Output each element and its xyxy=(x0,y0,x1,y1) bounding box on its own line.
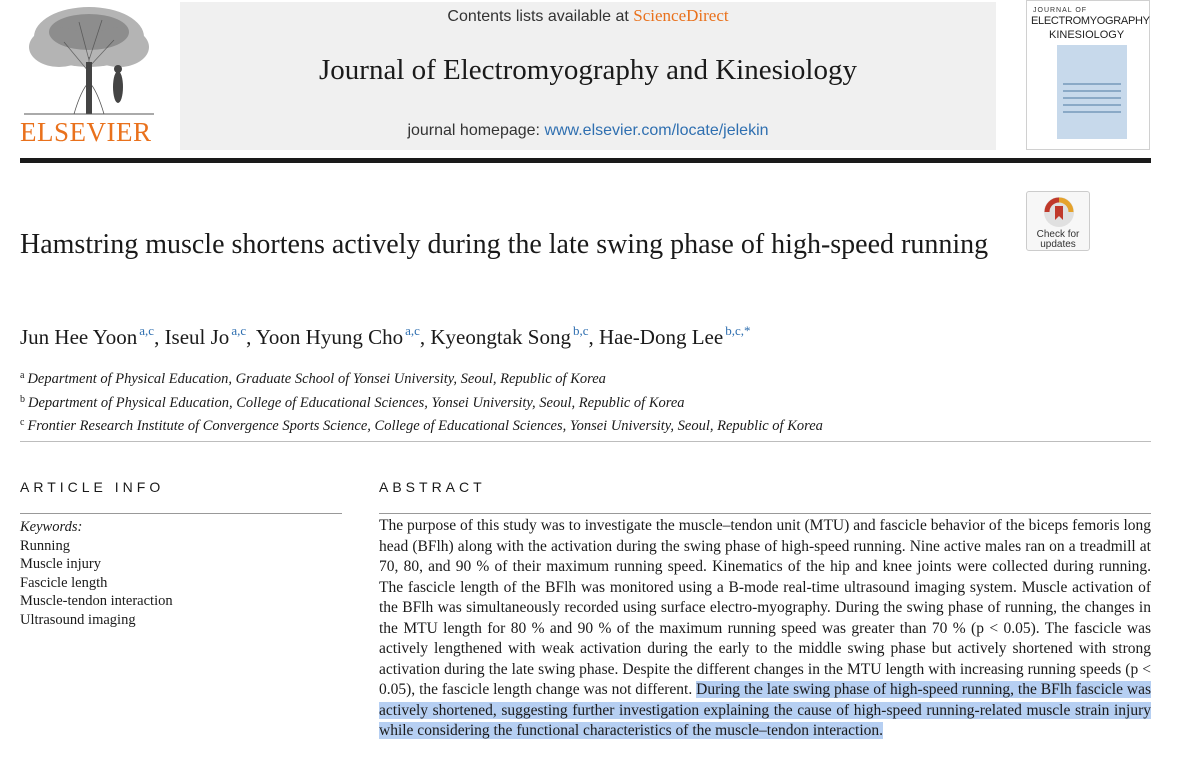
journal-title: Journal of Electromyography and Kinesiology xyxy=(319,54,857,86)
affiliation-text: Department of Physical Education, Graduate School of Yonsei University, Seoul, Republic of Korea xyxy=(27,371,606,387)
header-divider xyxy=(20,158,1151,163)
abstract-text: The purpose of this study was to investigate the muscle–tendon unit (MTU) and fascicle behavior of the biceps femoris long head (BFlh) along with the activation during the swing phase of high-speed running. Nine active males ran on a treadmill at 70, 80, and 90 % of their maximum running speed. Kinematics of the hip and knee joints were collected during running. The fascicle length of the BFlh was monitored using a B-mode real-time ultrasound imaging system. Muscle activation of the BFlh was simultaneously recorded using surface electro-myography. During the swing phase of running, the changes in the MTU length for 80 % and 90 % of the maximum running speed was greater than 70 % (p < 0.05). The fascicle was actively lengthened with weak activation during the early to the middle swing phase but actively shortened with strong activation during the late swing phase. Despite the different changes in the MTU length with increasing running speeds (p < 0.05), the fascicle length change was not different. xyxy=(379,517,1151,698)
journal-homepage xyxy=(180,122,996,140)
abstract-highlighted-text: During the late swing phase of high-speed running, the BFlh fascicle was actively shortened, suggesting further investigation explaining the cause of high-speed running-related muscle strain injury while considering the functional characteristics of the muscle–tendon interaction. xyxy=(379,681,1151,739)
affiliation-list xyxy=(20,366,823,437)
keyword-item: Fascicle length xyxy=(20,574,108,591)
author-name[interactable]: Iseul Jo xyxy=(164,325,230,349)
author-affil-mark[interactable]: a,c xyxy=(231,323,247,338)
author-name[interactable]: Yoon Hyung Cho xyxy=(255,325,404,349)
cover-text-lines xyxy=(1063,83,1121,118)
keyword-item: Running xyxy=(20,537,70,554)
affiliation-item xyxy=(20,390,823,414)
author-affil-mark[interactable]: b,c,* xyxy=(725,323,751,338)
affiliation-text: Frontier Research Institute of Convergence Sports Science, College of Educational Sciences, Yonsei University, Seoul, Republic of Korea xyxy=(27,418,823,434)
author-list xyxy=(20,323,750,350)
tree-illustration xyxy=(14,2,164,117)
affiliation-text: Department of Physical Education, College of Educational Sciences, Yonsei University, Seoul, Republic of Korea xyxy=(28,394,685,411)
keyword-item: Muscle-tendon interaction xyxy=(20,593,173,609)
crossmark-icon xyxy=(1027,192,1091,230)
author-separator: , xyxy=(419,325,431,349)
section-divider xyxy=(20,441,1151,442)
check-for-updates-label xyxy=(1027,230,1089,250)
author-separator: , xyxy=(246,325,256,349)
author-separator: , xyxy=(154,325,165,349)
author-name[interactable]: Hae-Dong Lee xyxy=(599,325,724,349)
affiliation-item xyxy=(20,413,823,437)
keyword-item: Ultrasound imaging xyxy=(20,611,136,628)
cover-line2: ELECTROMYOGRAPHY xyxy=(1031,15,1150,27)
cover-line3: KINESIOLOGY xyxy=(1049,29,1125,41)
contents-line xyxy=(180,6,996,26)
article-title: Hamstring muscle shortens actively during the late swing phase of high-speed running xyxy=(20,229,989,260)
contents-prefix: Contents lists available at xyxy=(447,8,634,25)
check-line1: Check for xyxy=(1036,229,1080,240)
homepage-url-link[interactable]: www.elsevier.com/locate/jelekin xyxy=(544,122,769,139)
affiliation-mark: a xyxy=(20,370,25,381)
affiliation-item xyxy=(20,366,823,390)
article-info-rule xyxy=(20,513,342,514)
check-line2: updates xyxy=(1040,239,1076,250)
check-for-updates-button[interactable] xyxy=(1026,191,1090,251)
homepage-prefix: journal homepage: xyxy=(407,122,545,139)
abstract-rule xyxy=(379,513,1151,514)
elsevier-wordmark[interactable]: ELSEVIER xyxy=(20,117,152,147)
author-name[interactable]: Jun Hee Yoon xyxy=(20,325,138,349)
journal-cover-thumbnail[interactable] xyxy=(1026,0,1150,150)
affiliation-mark: c xyxy=(20,417,25,428)
affiliation-mark: b xyxy=(20,393,25,405)
keyword-item: Muscle injury xyxy=(20,556,101,572)
author-name[interactable]: Kyeongtak Song xyxy=(430,325,571,349)
abstract-body xyxy=(379,516,1151,742)
journal-masthead xyxy=(180,2,996,150)
keywords-list xyxy=(20,518,173,629)
author-affil-mark[interactable]: a,c xyxy=(405,323,420,338)
author-affil-mark[interactable]: b,c xyxy=(572,323,589,338)
author-affil-mark[interactable]: a,c xyxy=(139,323,155,338)
author-separator: , xyxy=(588,325,599,349)
keywords-label: Keywords: xyxy=(20,519,83,535)
article-info-heading: ARTICLE INFO xyxy=(20,479,165,495)
abstract-heading: ABSTRACT xyxy=(379,479,486,495)
sciencedirect-link[interactable]: ScienceDirect xyxy=(633,6,729,25)
cover-line1: JOURNAL OF xyxy=(1033,7,1088,14)
